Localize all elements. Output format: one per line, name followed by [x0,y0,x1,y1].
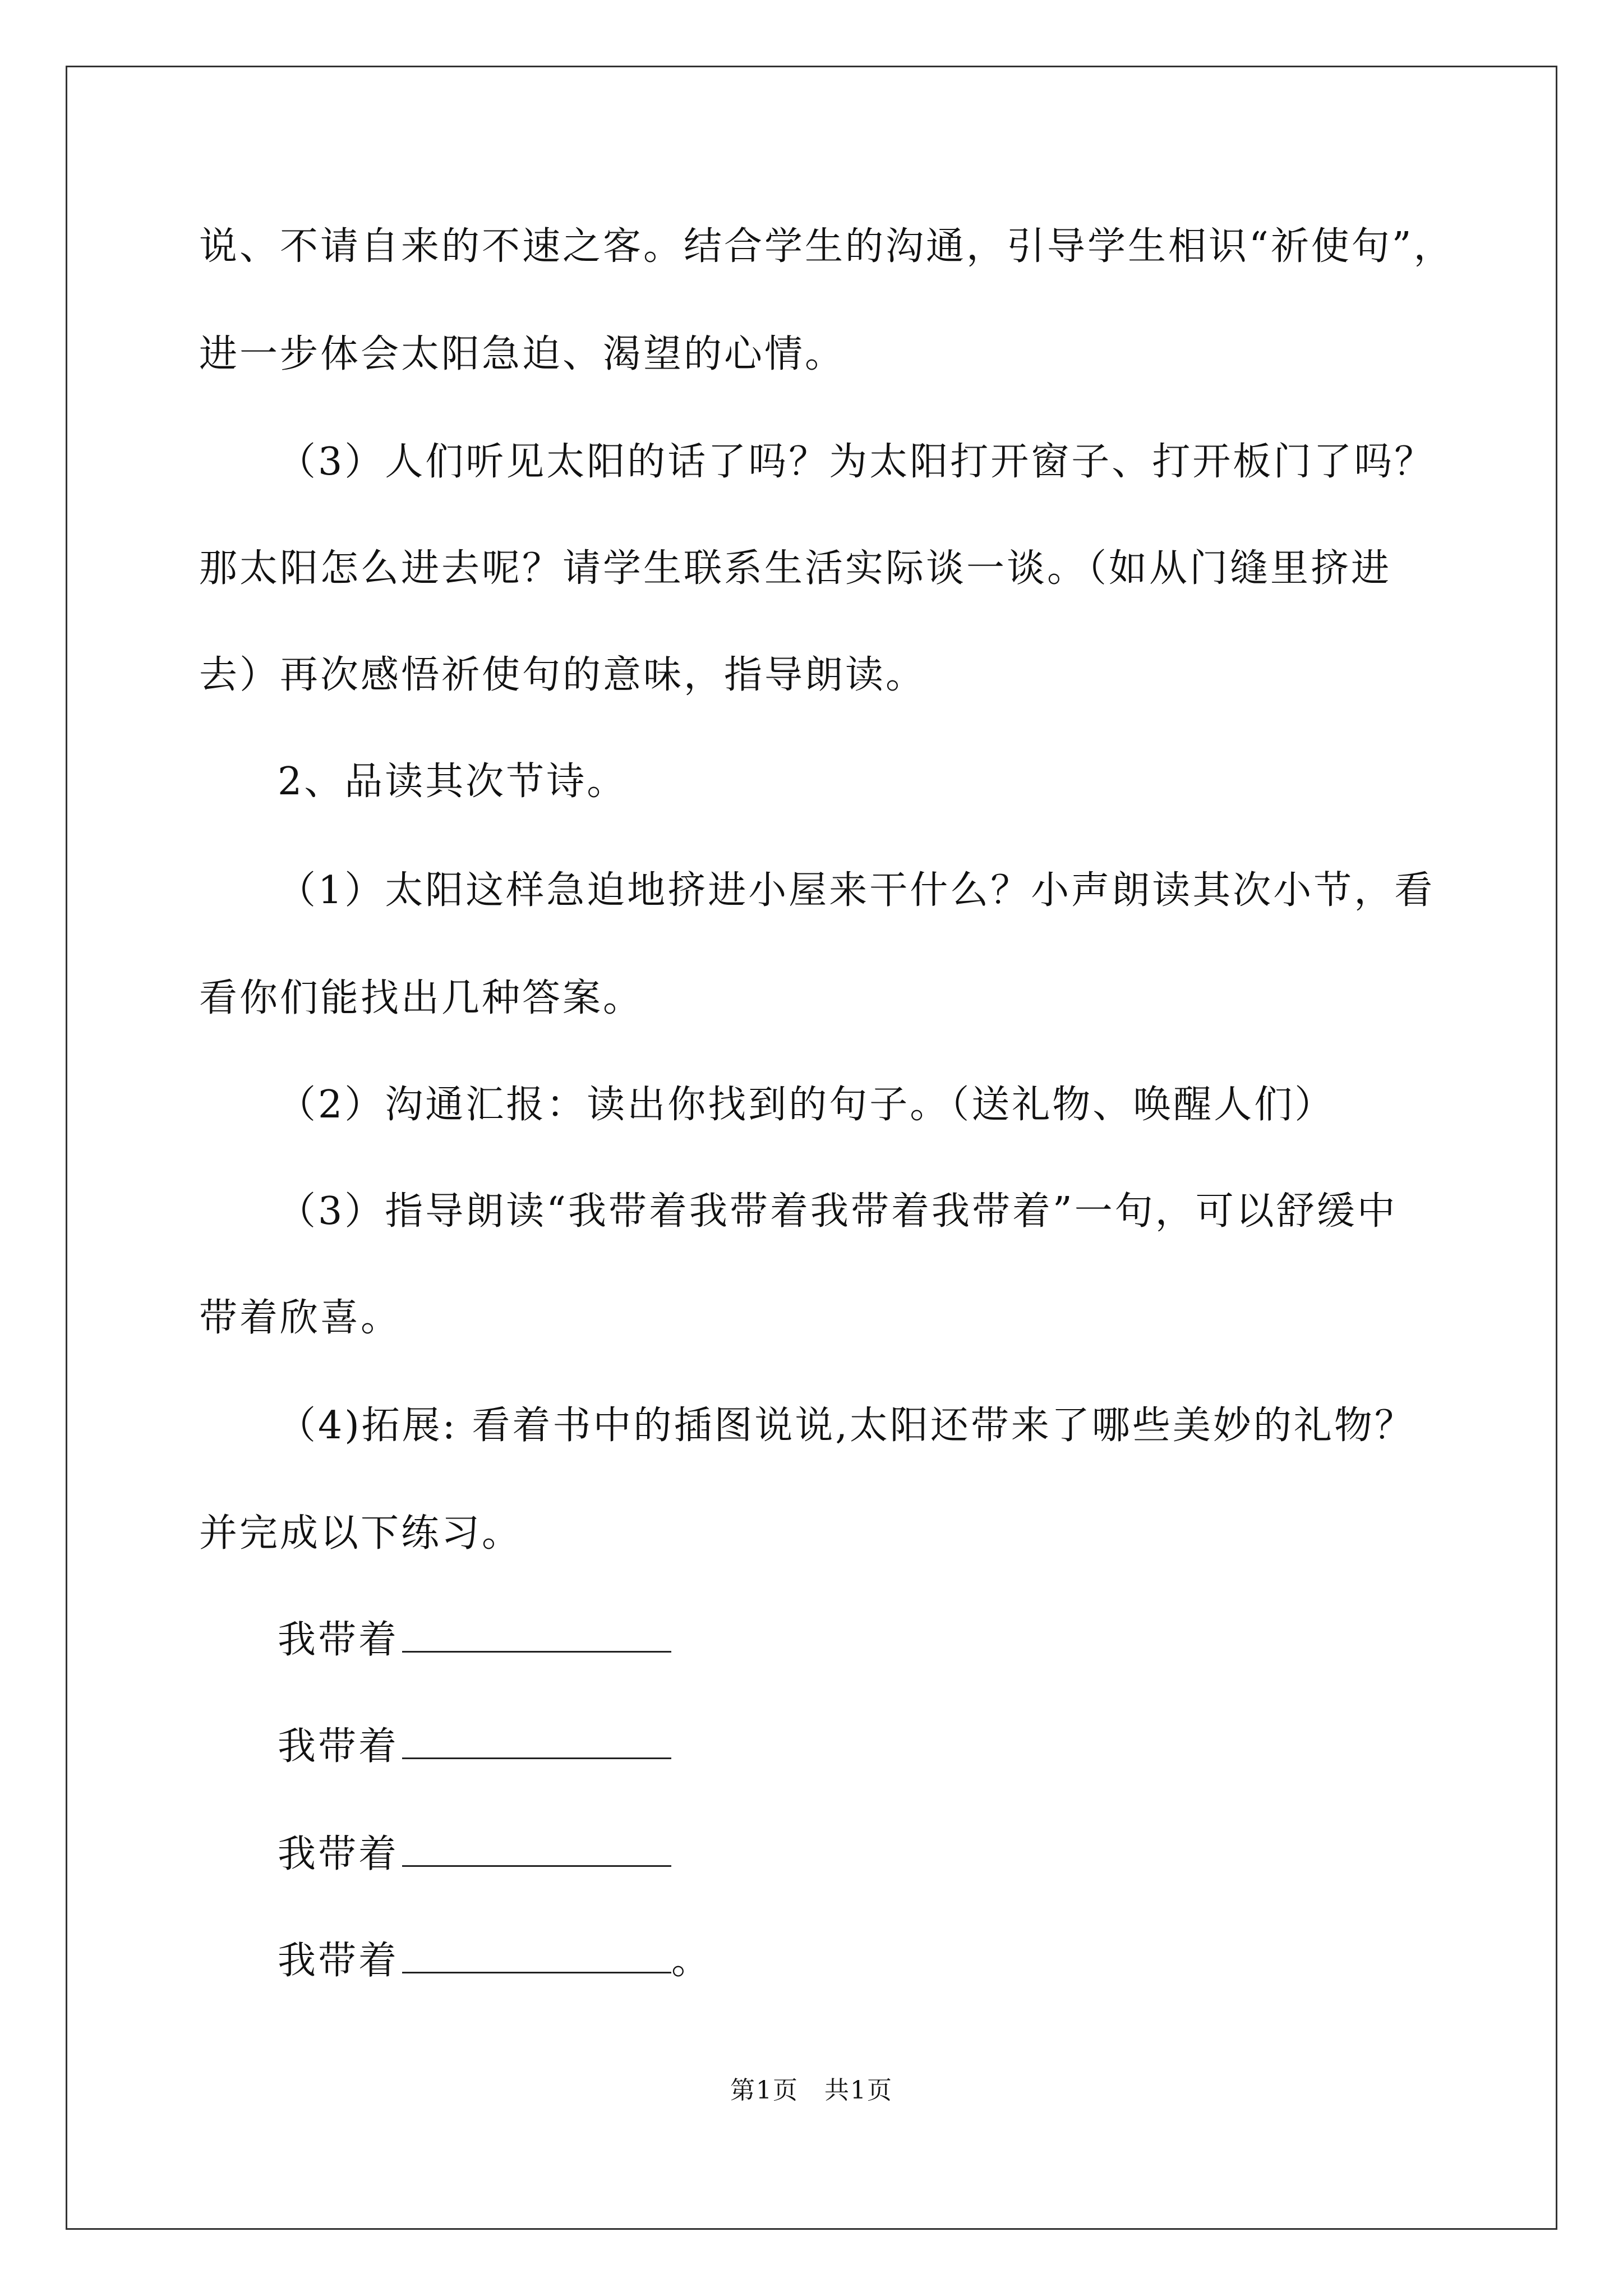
body-text-line: 并完成以下练习。 [199,1511,523,1556]
exercise-suffix: 。 [671,1939,712,1983]
exercise-item [278,1938,712,1985]
exercise-prefix: 我带着 [278,1618,399,1662]
answer-blank[interactable] [402,1724,671,1759]
section-heading: 2、品读其次节诗。 [278,760,628,804]
body-text-line: 进一步体会太阳急迫、渴望的心情。 [199,332,846,376]
exercise-prefix: 我带着 [278,1939,399,1983]
exercise-item [278,1723,671,1770]
exercise-item [278,1617,671,1664]
exercise-prefix: 我带着 [278,1832,399,1876]
answer-blank[interactable] [402,1938,671,1973]
body-text-line: （2）沟通汇报：读出你找到的句子。（送礼物、唤醒人们） [278,1083,1335,1127]
answer-blank[interactable] [402,1832,671,1867]
body-text-line: 带着欣喜。 [199,1296,402,1340]
page-border [66,66,1557,2230]
body-text-line: 那太阳怎么进去呢？请学生联系生活实际谈一谈。（如从门缝里挤进 [199,546,1392,591]
body-text-line: （1）太阳这样急迫地挤进小屋来干什么？小声朗读其次小节，看 [278,868,1435,913]
body-text-line: （3）指导朗读“我带着我带着我带着我带着”一句，可以舒缓中 [278,1189,1398,1234]
exercise-prefix: 我带着 [278,1724,399,1769]
body-text-line: 说、不请自来的不速之客。结合学生的沟通，引导学生相识“祈使句”， [199,224,1454,269]
answer-blank[interactable] [402,1617,671,1653]
page-number-footer: 第1页 共1页 [730,2076,893,2105]
body-text-line: （3）人们听见太阳的话了吗？为太阳打开窗子、打开板门了吗？ [278,440,1435,484]
body-text-line: 去）再次感悟祈使句的意味，指导朗读。 [199,653,926,697]
body-text-line: （4)拓展: 看着书中的插图说说,太阳还带来了哪些美妙的礼物？ [278,1404,1415,1448]
exercise-item [278,1831,671,1878]
body-text-line: 看你们能找出几种答案。 [199,976,644,1020]
